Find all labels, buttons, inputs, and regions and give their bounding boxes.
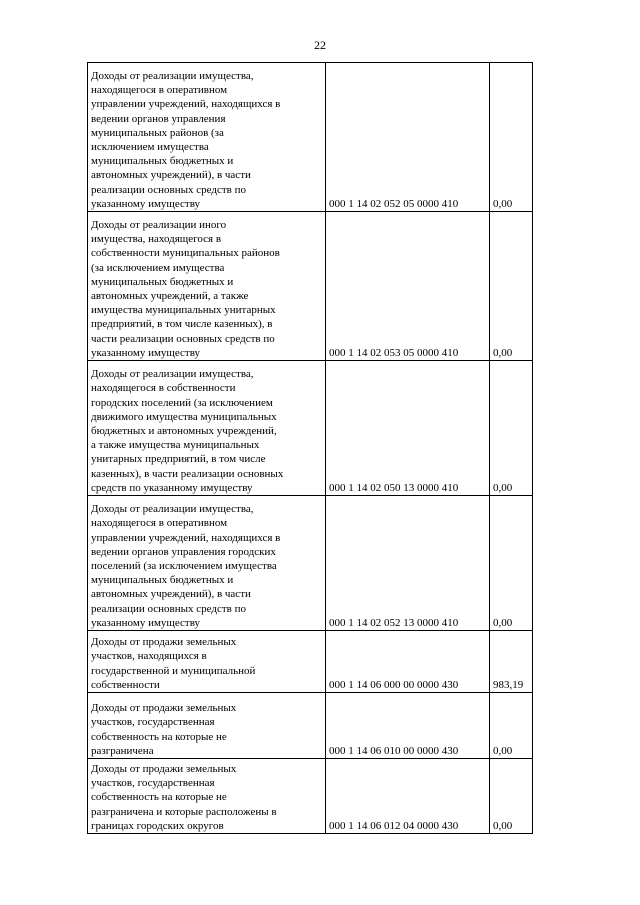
budget-code-cell — [326, 759, 490, 834]
revenue-description: Доходы от продажи земельных участков, государственная собственность на которые не разграничена и которые расположены в границах городских округов — [91, 762, 277, 832]
revenue-description: Доходы от реализации имущества, находящегося в оперативном управлении учреждений, находящихся в ведении органов управления городских поселений (за исключением имущества муниципальных бюджетных и автономных учреждений), в части реализации основных средств по указанному имуществу — [91, 503, 281, 629]
table-row — [88, 361, 533, 496]
amount: 0,00 — [493, 819, 513, 832]
budget-code: 000 1 14 02 052 05 0000 410 — [329, 197, 459, 210]
amount: 0,00 — [493, 744, 513, 757]
budget-code: 000 1 14 02 052 13 0000 410 — [329, 616, 459, 629]
amount-cell — [490, 496, 533, 631]
table-row — [88, 693, 533, 759]
budget-code-cell — [326, 496, 490, 631]
amount: 0,00 — [493, 346, 513, 359]
amount-cell — [490, 361, 533, 496]
revenue-description-cell — [88, 759, 326, 834]
amount-cell — [490, 693, 533, 759]
revenue-description: Доходы от продажи земельных участков, находящихся в государственной и муниципальной собственности — [91, 636, 256, 691]
table-row — [88, 212, 533, 361]
budget-code: 000 1 14 02 050 13 0000 410 — [329, 481, 459, 494]
budget-code: 000 1 14 02 053 05 0000 410 — [329, 346, 459, 359]
budget-code: 000 1 14 06 010 00 0000 430 — [329, 744, 459, 757]
amount: 983,19 — [493, 678, 524, 691]
budget-code-cell — [326, 212, 490, 361]
budget-code: 000 1 14 06 012 04 0000 430 — [329, 819, 459, 832]
revenue-description-cell — [88, 212, 326, 361]
revenue-description-cell — [88, 631, 326, 693]
revenue-description-cell — [88, 496, 326, 631]
budget-code-cell — [326, 693, 490, 759]
revenue-description: Доходы от реализации иного имущества, находящегося в собственности муниципальных районов (за исключением имущества муниципальных бюджетных и автономных учреждений, а также имущества муниципальных унитарных предприятий, в том числе казенных), в части реализации основных средств по указанному имуществу — [91, 218, 280, 359]
table-row — [88, 496, 533, 631]
revenue-description: Доходы от реализации имущества, находящегося в собственности городских поселений (за исключением движимого имущества муниципальных бюджетных и автономных учреждений, а также имущества муниципальных унитарных предприятий, в том числе казенных), в части реализации основных средств по указанному имуществу — [91, 368, 284, 494]
amount-cell — [490, 759, 533, 834]
page-number: 22 — [314, 38, 326, 52]
amount: 0,00 — [493, 197, 513, 210]
budget-code: 000 1 14 06 000 00 0000 430 — [329, 678, 459, 691]
budget-code-cell — [326, 63, 490, 212]
amount-cell — [490, 631, 533, 693]
table-row — [88, 759, 533, 834]
revenue-description: Доходы от продажи земельных участков, государственная собственность на которые не разграничена — [91, 702, 237, 757]
revenue-description-cell — [88, 63, 326, 212]
revenue-description: Доходы от реализации имущества, находящегося в оперативном управлении учреждений, находящихся в ведении органов управления муниципальных районов (за исключением имущества муниципальных бюджетных и автономных учреждений), в части реализации основных средств по указанному имуществу — [91, 69, 281, 210]
amount-cell — [490, 63, 533, 212]
revenue-description-cell — [88, 361, 326, 496]
amount-cell — [490, 212, 533, 361]
budget-code-cell — [326, 361, 490, 496]
revenue-description-cell — [88, 693, 326, 759]
budget-code-cell — [326, 631, 490, 693]
revenue-table — [87, 62, 533, 834]
amount: 0,00 — [493, 616, 513, 629]
table-row — [88, 63, 533, 212]
amount: 0,00 — [493, 481, 513, 494]
table-row — [88, 631, 533, 693]
